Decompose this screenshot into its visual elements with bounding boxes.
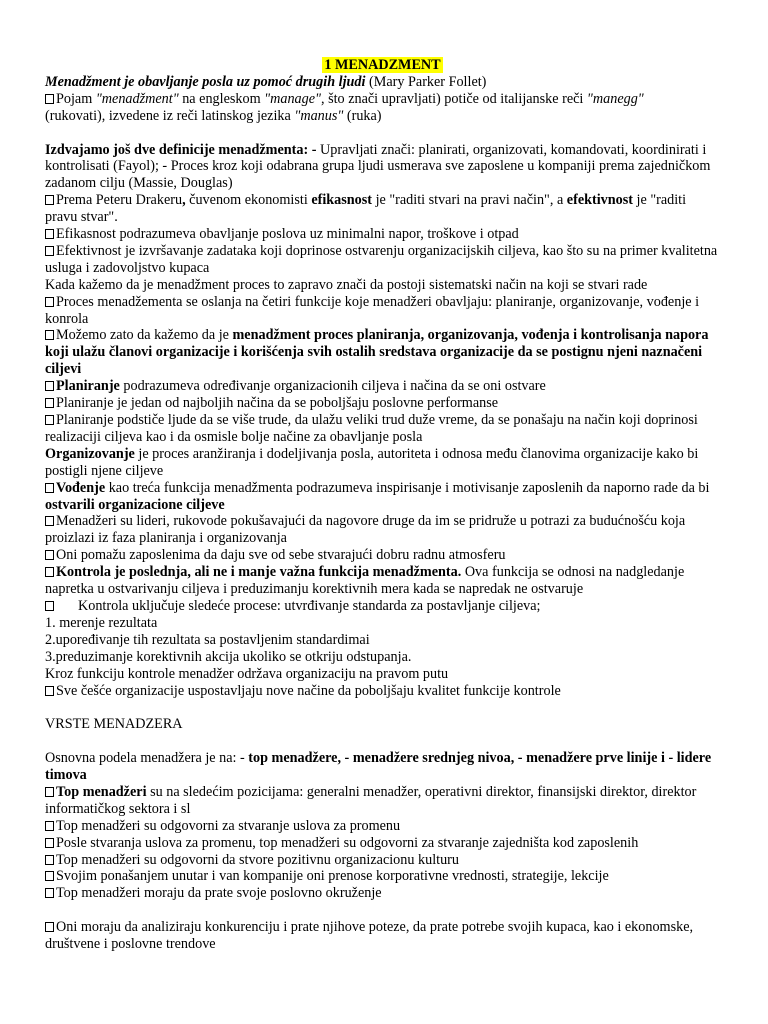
bullet-text: Efektivnost je izvršavanje zadataka koji doprinose ostvarenju organizacijskih ciljeva, kao što su na primer kvalitetna usluga i zadovoljstvo kupaca bbox=[45, 242, 718, 276]
menadzment-definition: menadžment proces planiranja, organizovanja, vođenja i kontrolisanja napora koji ulažu članovi organizacije i korišćenja svih ostalih sredstava organizacije da se postignu njeni naznačeni ciljevi bbox=[45, 327, 709, 378]
kontrola-step: 3.preduzimanje korektivnih akcija ukoliko se otkriju odstupanja. bbox=[45, 648, 412, 665]
kontrola-step: 1. merenje rezultata bbox=[45, 614, 158, 631]
checkbox-bullet-icon bbox=[45, 838, 54, 848]
checkbox-bullet-icon bbox=[45, 195, 54, 205]
checkbox-bullet-icon bbox=[45, 415, 54, 425]
bullet-text: kao treća funkcija menadžmenta podrazumeva inspirisanje i motivisanje zaposlenih da naporno rade da bi bbox=[105, 479, 710, 496]
bullet-mozemo bbox=[45, 327, 720, 378]
bullet-top-line bbox=[45, 818, 720, 835]
spacer bbox=[45, 902, 720, 919]
pojam-text: (ruka) bbox=[343, 107, 382, 124]
bullet-text: podrazumeva određivanje organizacionih ciljeva i načina da se oni ostvare bbox=[119, 378, 546, 395]
bullet-text: Sve češće organizacije uspostavljaju nove načine da poboljšaju kvalitet funkcije kontrole bbox=[56, 682, 561, 699]
bullet-top-line bbox=[45, 852, 720, 869]
bullet-sve-cesce bbox=[45, 683, 720, 700]
paragraph-text: je proces aranžiranja i dodeljivanja posla, autoriteta i odnosa među članovima organizacije kako bi postigli njene ciljeve bbox=[45, 445, 699, 479]
checkbox-bullet-icon bbox=[45, 787, 54, 797]
bullet-efektivnost bbox=[45, 243, 720, 277]
spacer bbox=[45, 733, 720, 750]
bullet-menadzeri-lideri bbox=[45, 513, 720, 547]
term-top-menadzeri: Top menadžeri bbox=[56, 783, 147, 800]
bullet-top-line bbox=[45, 885, 720, 902]
draker-text: je "raditi stvari na pravi način", a bbox=[372, 192, 567, 209]
term-kontrola: Kontrola je poslednja, ali ne i manje važna funkcija menadžmenta. bbox=[56, 564, 462, 581]
pojam-text: , što znači upravljati) potiče od italijanske reči bbox=[321, 90, 587, 107]
izdvajamo-text: Upravljati znači: planirati, organizovati, komandovati, koordinirati i kontrolisati (Fayol); - Proces kroz koji odabrana grupa ljudi usmerava sve zaposlene u kompaniji prema zajedničkom zadanom cilju (Massie, Douglas) bbox=[45, 141, 711, 192]
paragraph-osnovna bbox=[45, 750, 720, 784]
checkbox-bullet-icon bbox=[45, 483, 54, 493]
bullet-text: Top menadžeri su odgovorni za stvaranje uslova za promenu bbox=[56, 817, 401, 834]
bullet-vodjenje bbox=[45, 480, 720, 514]
bullet-kontrola-ukljucuje bbox=[45, 598, 720, 615]
bullet-text: su na sledećim pozicijama: generalni menadžer, operativni direktor, finansijski direktor, direktor informatičkog sektora i sl bbox=[45, 783, 697, 817]
bullet-draker bbox=[45, 192, 720, 226]
definition-text: Menadžment je obavljanje posla uz pomoć drugih ljudi bbox=[45, 73, 366, 90]
bullet-text: Oni pomažu zaposlenima da daju sve od sebe stvarajući dobru radnu atmosferu bbox=[56, 547, 506, 564]
bullet-text: Ova funkcija se odnosi na nadgledanje napretka u ostvarivanju ciljeva i preduzimanju korektivnih mera kada se napredak ne ostvaruje bbox=[45, 564, 685, 598]
document-page bbox=[45, 57, 720, 953]
spacer bbox=[45, 125, 720, 142]
bullet-kontrola bbox=[45, 564, 720, 598]
term-vodjenje: Vođenje bbox=[56, 479, 106, 496]
checkbox-bullet-icon bbox=[45, 686, 54, 696]
definition-author: (Mary Parker Follet) bbox=[365, 73, 487, 90]
paragraph-izdvajamo bbox=[45, 142, 720, 193]
checkbox-bullet-icon bbox=[45, 297, 54, 307]
draker-text: je "raditi pravu stvar". bbox=[45, 192, 687, 226]
bullet-text: Top menadžeri su odgovorni da stvore pozitivnu organizacionu kulturu bbox=[56, 851, 459, 868]
pojam-term: "manegg" bbox=[586, 90, 644, 107]
checkbox-bullet-icon bbox=[45, 567, 54, 577]
term-efektivnost: efektivnost bbox=[566, 192, 633, 209]
checkbox-bullet-icon bbox=[45, 381, 54, 391]
checkbox-bullet-icon bbox=[45, 398, 54, 408]
checkbox-bullet-icon bbox=[45, 821, 54, 831]
bullet-planiranje-3 bbox=[45, 412, 720, 446]
bullet-top bbox=[45, 784, 720, 818]
bullet-text: Svojim ponašanjem unutar i van kompanije oni prenose korporativne vrednosti, strategije, lekcije bbox=[56, 868, 609, 885]
bullet-text: Proces menadžementa se oslanja na četiri funkcije koje menadžeri obavljaju: planiranje, organizovanje, vođenje i konrola bbox=[45, 293, 700, 327]
checkbox-bullet-icon bbox=[45, 94, 54, 104]
paragraph-organizovanje bbox=[45, 446, 720, 480]
definition-line bbox=[45, 74, 720, 91]
bullet-text: Planiranje podstiče ljude da se više trude, da ulažu veliki trud duže vreme, da se ponašaju na način koji doprinosi realizaciji ciljeva kao i da osmisle bolje načine za obavljanje posla bbox=[45, 412, 698, 445]
manager-types: top menadžere, - menadžere srednjeg nivoa, - menadžere prve linije i - lidere timova bbox=[45, 750, 712, 784]
bullet-top-line bbox=[45, 868, 720, 885]
title-highlight: 1 MENADZMENT bbox=[324, 57, 441, 73]
checkbox-bullet-icon bbox=[45, 922, 54, 932]
checkbox-bullet-icon bbox=[45, 601, 54, 611]
bullet-planiranje-2 bbox=[45, 395, 720, 412]
checkbox-bullet-icon bbox=[45, 855, 54, 865]
checkbox-bullet-icon bbox=[45, 246, 54, 256]
bullet-text: Možemo zato da kažemo da je bbox=[56, 327, 233, 344]
bullet-oni-pomazu bbox=[45, 547, 720, 564]
term-planiranje: Planiranje bbox=[56, 378, 120, 395]
izdvajamo-heading: Izdvajamo još dve definicije menadžmenta: - bbox=[45, 141, 317, 158]
bullet-efikasnost bbox=[45, 226, 720, 243]
term-organizovanje: Organizovanje bbox=[45, 445, 135, 462]
paragraph-kada: Kada kažemo da je menadžment proces to zapravo znači da postoji sistematski način na koji se stvari rade bbox=[45, 276, 648, 293]
checkbox-bullet-icon bbox=[45, 550, 54, 560]
checkbox-bullet-icon bbox=[45, 229, 54, 239]
paragraph-kroz: Kroz funkciju kontrole menadžer održava organizaciju na pravom putu bbox=[45, 665, 449, 682]
bullet-text: Top menadžeri moraju da prate svoje poslovno okruženje bbox=[56, 885, 382, 902]
document-title bbox=[45, 57, 720, 74]
pojam-text: Pojam bbox=[56, 90, 96, 107]
bullet-text: Efikasnost podrazumeva obavljanje poslova uz minimalni napor, troškove i otpad bbox=[56, 226, 519, 243]
bullet-text: Kontrola uključuje sledeće procese: utvrđivanje standarda za postavljanje ciljeva; bbox=[78, 597, 541, 614]
kontrola-step: 2.upoređivanje tih rezultata sa postavljenim standardimai bbox=[45, 631, 370, 648]
pojam-term: "menadžment" bbox=[95, 90, 179, 107]
bullet-pojam bbox=[45, 91, 720, 125]
draker-text: čuvenom ekonomisti bbox=[185, 192, 312, 209]
bullet-text: Menadžeri su lideri, rukovode pokušavajući da nagovore druge da im se pridruže u potrazi za budućnošću koja proizlazi iz faza planiranja i organizovanja bbox=[45, 513, 686, 547]
pojam-term: "manage" bbox=[264, 90, 321, 107]
checkbox-bullet-icon bbox=[45, 871, 54, 881]
spacer bbox=[45, 699, 720, 716]
pojam-term: "manus" bbox=[294, 107, 344, 124]
checkbox-bullet-icon bbox=[45, 516, 54, 526]
term-efikasnost: efikasnost bbox=[311, 192, 373, 209]
bullet-top-line bbox=[45, 835, 720, 852]
bold-phrase: ostvarili organizacione ciljeve bbox=[45, 496, 225, 513]
checkbox-bullet-icon bbox=[45, 330, 54, 340]
bullet-text: Posle stvaranja uslova za promenu, top menadžeri su odgovorni za stvaranje zajedništa kod zaposlenih bbox=[56, 834, 639, 851]
paragraph-text: Osnovna podela menadžera je na: - bbox=[45, 750, 249, 767]
bullet-proces bbox=[45, 294, 720, 328]
bullet-text: Planiranje je jedan od najboljih načina da se poboljšaju poslovne performanse bbox=[56, 395, 499, 412]
section-heading-vrste: VRSTE MENADZERA bbox=[45, 716, 183, 733]
checkbox-bullet-icon bbox=[45, 888, 54, 898]
bullet-text: Oni moraju da analiziraju konkurenciju i prate njihove poteze, da prate potrebe svojih kupaca, kao i ekonomske, društvene i poslovne trendove bbox=[45, 919, 694, 953]
draker-comma: , bbox=[182, 192, 186, 209]
pojam-text: (rukovati), izvedene iz reči latinskog jezika bbox=[45, 107, 295, 124]
bullet-planiranje bbox=[45, 378, 720, 395]
bullet-oni-moraju bbox=[45, 919, 720, 953]
draker-text: Prema Peteru Drakeru bbox=[56, 192, 183, 209]
pojam-text: na engleskom bbox=[178, 90, 265, 107]
